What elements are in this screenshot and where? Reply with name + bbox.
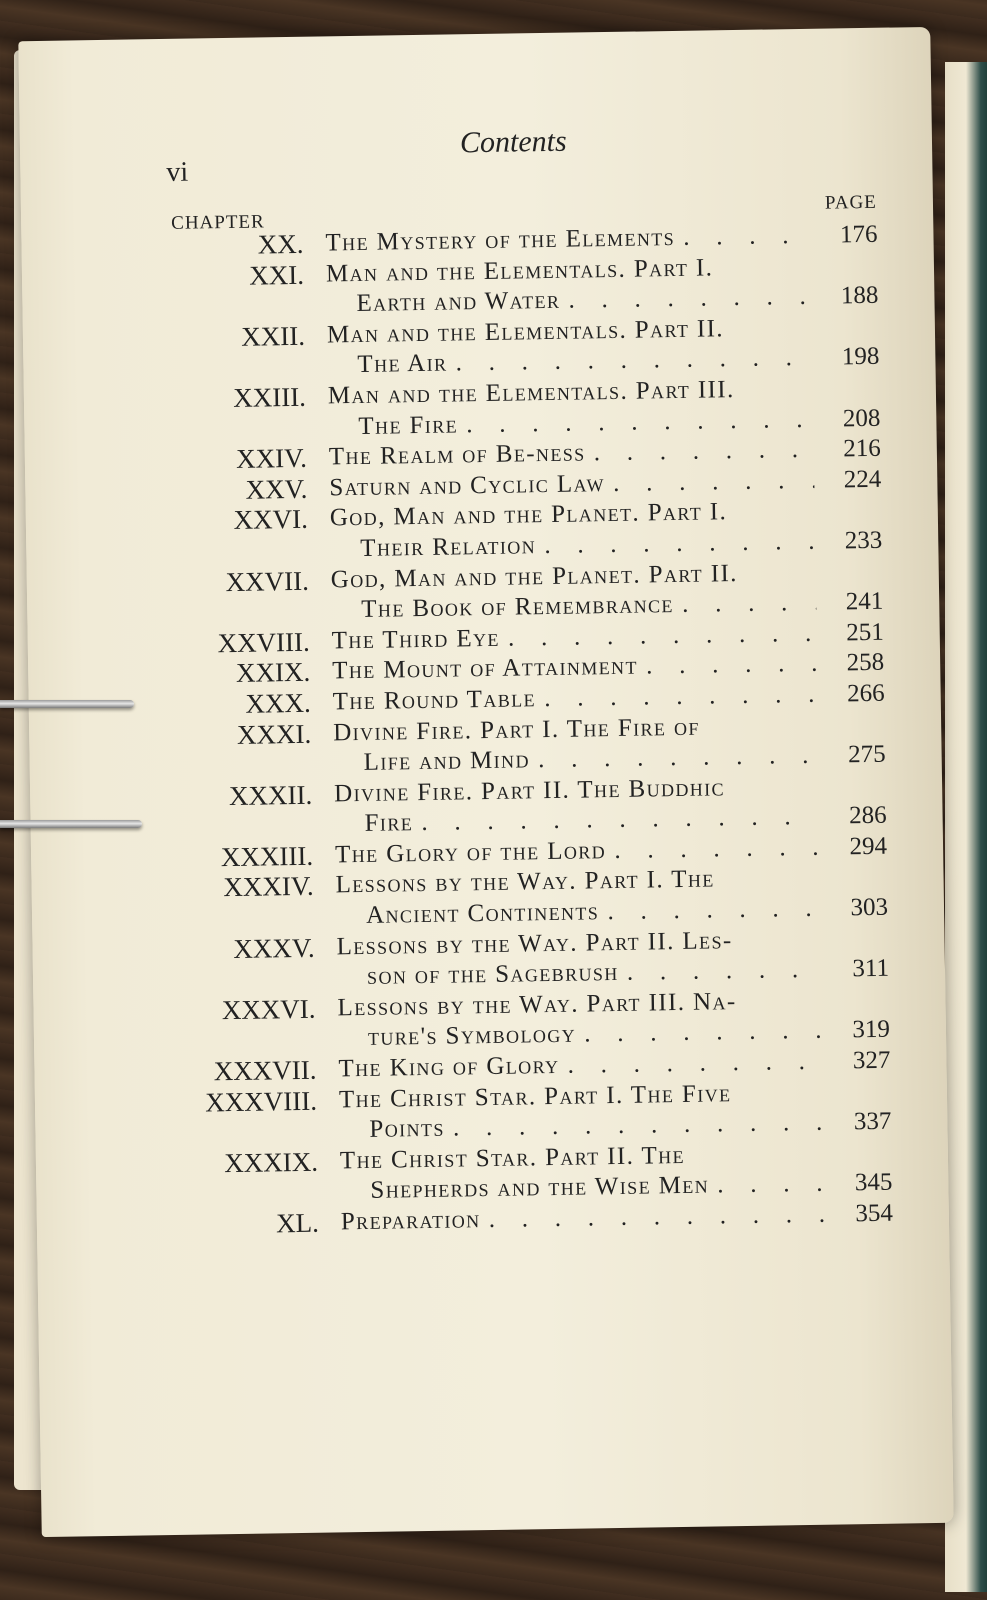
chapter-page-number: 345	[854, 1169, 893, 1197]
chapter-title: God, Man and the Planet. Part I.	[329, 498, 728, 532]
chapter-title: The Round Table . .	[332, 680, 817, 718]
chapter-title: son of the Sagebrush . .	[367, 955, 822, 993]
chapter-number: XXXIV.	[223, 871, 314, 903]
chapter-page-number: 266	[846, 679, 885, 708]
chapter-title: The Mount of Attainment . .	[332, 649, 817, 687]
chapter-title: Divine Fire. Part I. The Fire of	[332, 713, 700, 746]
binding-staple-top	[0, 700, 134, 708]
chapter-title: The Glory of the Lord . .	[335, 833, 820, 871]
chapter-title: Ancient Continents . .	[366, 894, 821, 932]
chapter-number: XXX.	[245, 687, 311, 719]
chapter-number: XXXVI.	[221, 993, 316, 1026]
chapter-page-number: 241	[845, 587, 884, 616]
chapter-number: XXVII.	[225, 565, 310, 597]
chapter-number: XX.	[257, 228, 304, 260]
chapter-page-number: 275	[847, 740, 886, 769]
page-column-label: PAGE	[824, 191, 877, 214]
chapter-title: Man and the Elementals. Part III.	[327, 376, 735, 410]
chapter-title: God, Man and the Planet. Part II.	[330, 559, 739, 593]
chapter-number: XXXII.	[228, 779, 313, 811]
chapter-title: The Christ Star. Part II. The	[339, 1141, 686, 1175]
page-number-folio: vi	[166, 156, 189, 188]
chapter-number: XXI.	[249, 259, 305, 291]
book-page	[18, 27, 953, 1537]
chapter-number: XXXIX.	[223, 1146, 319, 1178]
chapter-number: XL.	[275, 1207, 320, 1239]
chapter-page-number: 198	[841, 343, 880, 371]
chapter-title: Preparation . .	[341, 1200, 826, 1238]
chapter-page-number: 251	[845, 618, 884, 647]
chapter-page-number: 311	[852, 954, 890, 983]
chapter-number: XXVIII.	[217, 626, 311, 658]
chapter-column-label: CHAPTER	[171, 211, 265, 234]
chapter-title: The Realm of Be-ness . .	[329, 435, 814, 473]
chapter-title: The Third Eye . .	[332, 619, 817, 657]
facing-page-edge	[945, 62, 987, 1592]
chapter-title: Life and Mind . .	[363, 741, 818, 779]
chapter-page-number: 188	[840, 281, 879, 310]
chapter-page-number: 208	[842, 404, 881, 432]
chapter-page-number: 286	[848, 801, 887, 830]
chapter-number: XXV.	[245, 473, 308, 505]
chapter-page-number: 258	[846, 649, 885, 677]
chapter-page-number: 319	[852, 1016, 891, 1044]
chapter-title: Earth and Water . .	[356, 282, 811, 320]
chapter-number: XXIV.	[235, 442, 308, 475]
chapter-title: Lessons by the Way. Part I. The	[335, 865, 715, 899]
chapter-title: Lessons by the Way. Part II. Les-	[336, 926, 733, 961]
chapter-title: Shepherds and the Wise Men . .	[370, 1169, 825, 1207]
chapter-page-number: 337	[853, 1107, 892, 1136]
chapter-title: The Christ Star. Part I. The Five	[338, 1079, 732, 1113]
chapter-number: XXIII.	[232, 381, 307, 413]
chapter-title: Man and the Elementals. Part II.	[326, 314, 725, 349]
chapter-page-number: 176	[839, 220, 878, 249]
chapter-title: The Fire . .	[358, 404, 813, 442]
chapter-title: The Mystery of the Elements . .	[325, 221, 810, 259]
chapter-number: XXXIII.	[220, 840, 314, 873]
chapter-title: The Book of Remembrance . .	[361, 588, 816, 626]
chapter-title: Points . .	[369, 1108, 824, 1146]
chapter-title: Man and the Elementals. Part I.	[325, 253, 714, 288]
chapter-title: ture's Symbology . .	[368, 1016, 823, 1054]
chapter-title: The Air . .	[357, 343, 812, 381]
chapter-page-number: 233	[844, 526, 883, 555]
chapter-page-number: 216	[843, 434, 882, 463]
chapter-number: XXII.	[241, 320, 306, 352]
chapter-page-number: 294	[849, 832, 888, 861]
chapter-number: XXXVIII.	[205, 1085, 318, 1118]
running-head: Contents	[459, 124, 567, 160]
chapter-page-number: 303	[850, 893, 889, 922]
chapter-number: XXIX.	[235, 657, 311, 689]
chapter-title: Saturn and Cyclic Law . .	[329, 466, 814, 504]
binding-staple-bottom	[0, 820, 142, 828]
chapter-title: Fire . .	[364, 802, 819, 840]
chapter-page-number: 327	[852, 1046, 891, 1075]
table-of-contents	[21, 219, 937, 1243]
chapter-number: XXXV.	[233, 932, 315, 964]
chapter-page-number: 224	[843, 465, 882, 494]
chapter-title: Lessons by the Way. Part III. Na-	[337, 987, 737, 1022]
chapter-title: Divine Fire. Part II. The Buddhic	[333, 773, 726, 808]
chapter-number: XXXVII.	[213, 1054, 317, 1087]
chapter-number: XXVI.	[233, 504, 309, 536]
chapter-number: XXXI.	[236, 718, 312, 750]
chapter-title: Their Relation . .	[360, 527, 815, 565]
chapter-page-number: 354	[855, 1199, 894, 1228]
chapter-title: The King of Glory . .	[338, 1047, 823, 1085]
